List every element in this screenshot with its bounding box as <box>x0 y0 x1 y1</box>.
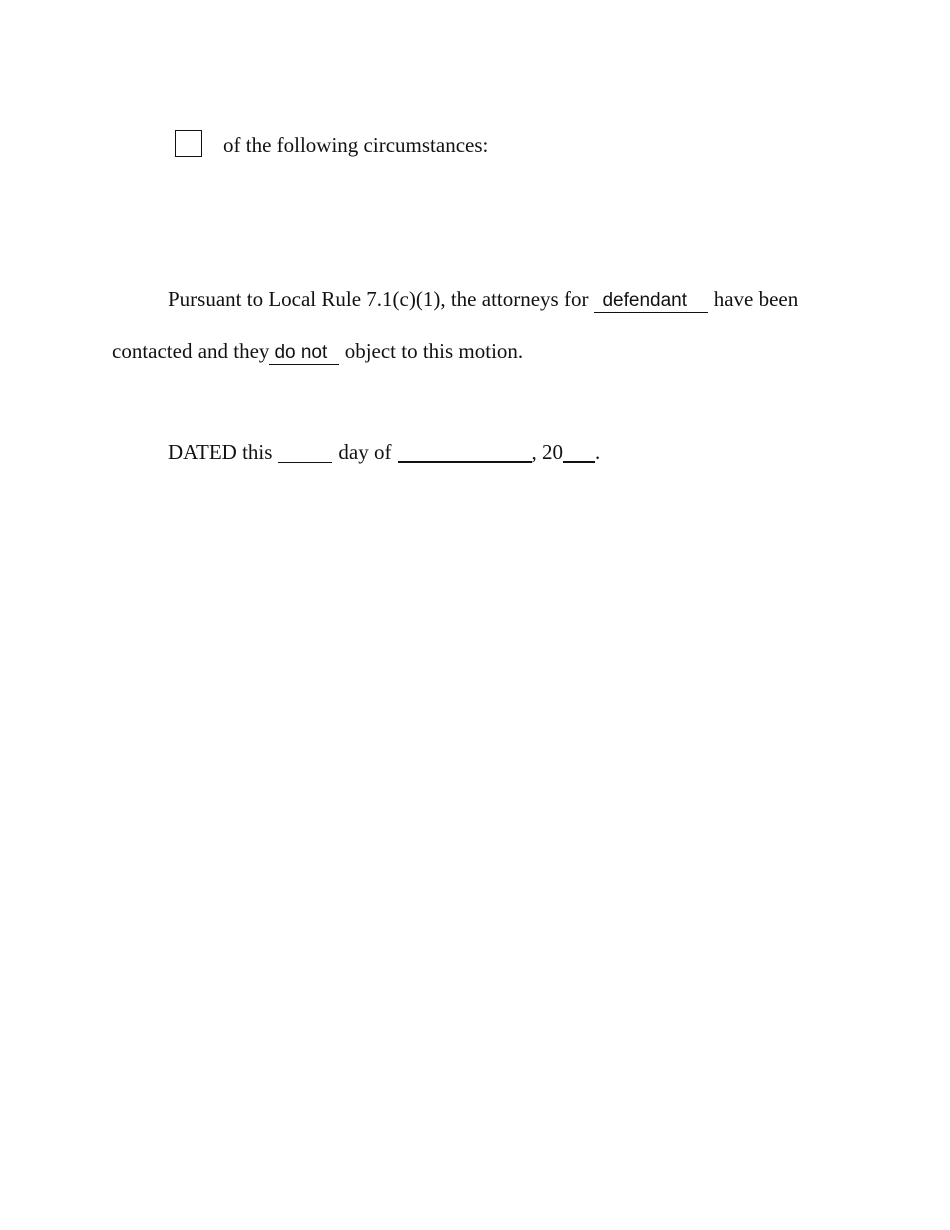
rule-paragraph-line-1 <box>168 285 818 315</box>
dated-prefix: DATED this <box>168 440 273 464</box>
rule-line2-after: object to this motion. <box>344 339 524 363</box>
rule-line2-before: contacted and they <box>112 339 270 363</box>
party-field[interactable] <box>594 287 708 315</box>
dated-year-prefix: , 20 <box>531 440 563 464</box>
day-blank-field[interactable] <box>278 439 332 459</box>
rule-text-after-party: have been <box>713 287 799 311</box>
dated-day-of: day of <box>338 440 392 464</box>
year-blank-field[interactable] <box>563 439 595 459</box>
circumstances-checkbox[interactable] <box>175 130 202 157</box>
object-field[interactable] <box>269 339 339 367</box>
rule-text-before: Pursuant to Local Rule 7.1(c)(1), the attorneys for <box>168 287 589 311</box>
party-field-value: defendant <box>602 290 687 311</box>
object-field-value: do not <box>274 342 328 363</box>
month-blank-field[interactable] <box>398 439 532 459</box>
circumstances-checkbox-row <box>175 128 488 158</box>
rule-paragraph-line-2 <box>112 337 523 367</box>
dated-period: . <box>595 440 601 464</box>
dated-line <box>168 438 600 466</box>
circumstances-label: of the following circumstances: <box>223 133 489 157</box>
